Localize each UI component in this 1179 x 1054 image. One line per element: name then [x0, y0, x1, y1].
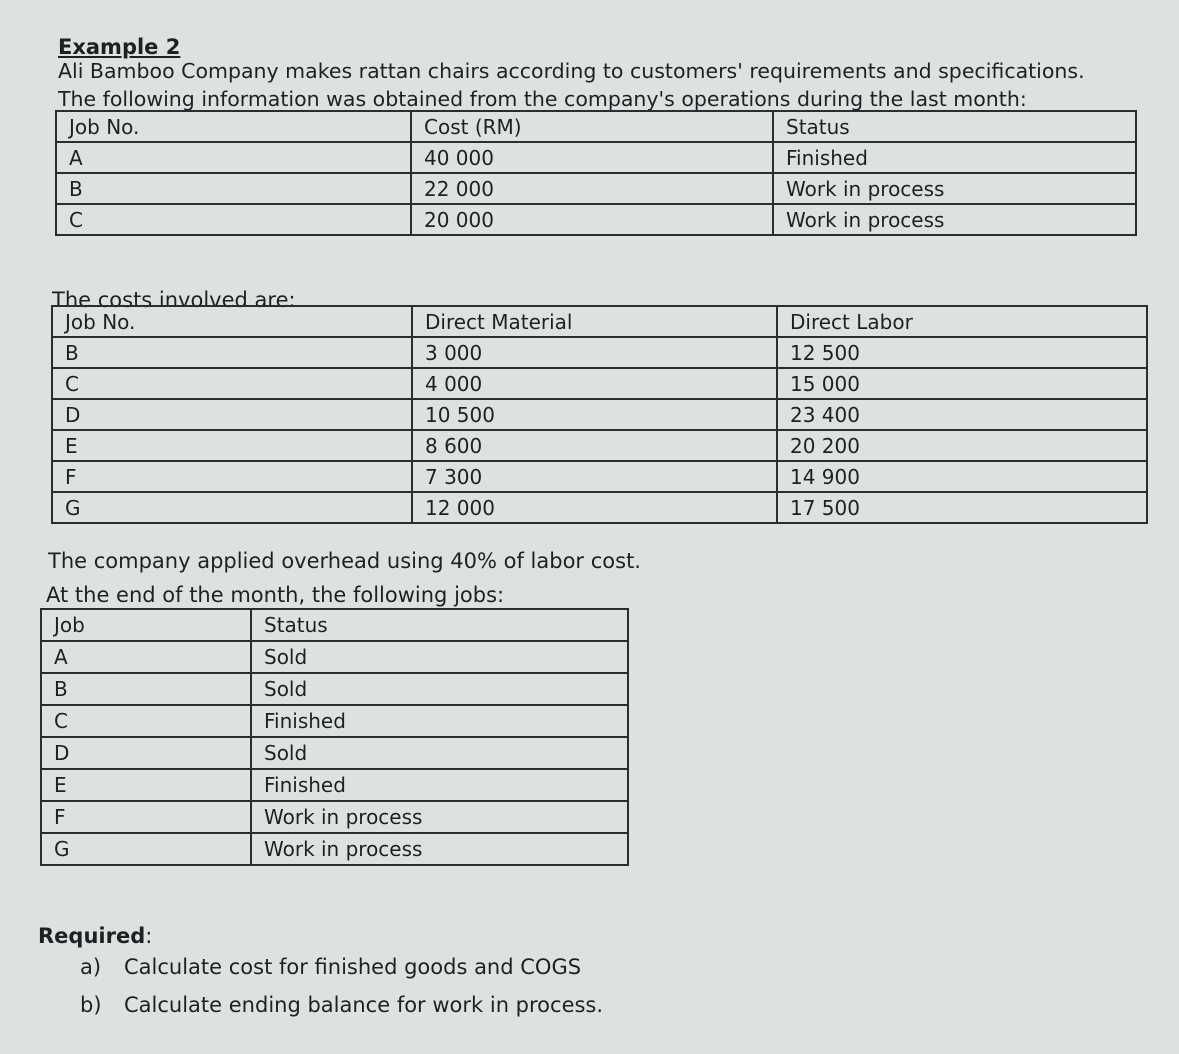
column-header: Direct Material: [412, 306, 777, 337]
table-row: [41, 673, 628, 705]
column-header: Job: [41, 609, 251, 641]
table-row: [41, 705, 628, 737]
table-cell: A: [41, 641, 251, 673]
table-cell: 14 900: [777, 461, 1147, 492]
column-header: Job No.: [52, 306, 412, 337]
table-cell: F: [52, 461, 412, 492]
column-header: Status: [773, 111, 1136, 142]
table-cell: 15 000: [777, 368, 1147, 399]
intro-line-2: The following information was obtained from the company's operations during the last month:: [58, 87, 1027, 111]
table-row: [52, 368, 1147, 399]
table-cell: B: [52, 337, 412, 368]
table-header-row: [56, 111, 1136, 142]
required-label: Required: [38, 924, 146, 948]
table-cell: Sold: [251, 673, 628, 705]
required-item-text: Calculate ending balance for work in process.: [124, 993, 604, 1017]
table-header-row: [52, 306, 1147, 337]
costs-intro: The costs involved are:: [52, 288, 296, 312]
table-cell: E: [52, 430, 412, 461]
table-cell: C: [56, 204, 411, 235]
overhead-line: The company applied overhead using 40% of labor cost.: [48, 549, 641, 573]
table-cell: 22 000: [411, 173, 773, 204]
table-cell: 17 500: [777, 492, 1147, 523]
table-cell: 12 000: [412, 492, 777, 523]
required-colon: :: [145, 924, 153, 948]
table-cell: 4 000: [412, 368, 777, 399]
column-header: Direct Labor: [777, 306, 1147, 337]
table-cell: 3 000: [412, 337, 777, 368]
column-header: Status: [251, 609, 628, 641]
example-heading: Example 2: [58, 35, 181, 59]
table-row: [41, 737, 628, 769]
job-status-table: [40, 608, 629, 866]
table-row: [52, 337, 1147, 368]
table-cell: B: [56, 173, 411, 204]
required-item-a: [80, 955, 581, 979]
table-cell: Finished: [773, 142, 1136, 173]
table-cell: D: [41, 737, 251, 769]
table-row: [41, 769, 628, 801]
table-row: [41, 641, 628, 673]
required-heading: [38, 923, 152, 949]
table-cell: G: [52, 492, 412, 523]
table-row: [56, 173, 1136, 204]
table-cell: Finished: [251, 705, 628, 737]
table-row: [41, 833, 628, 865]
table-cell: Work in process: [773, 173, 1136, 204]
table-cell: 7 300: [412, 461, 777, 492]
table-cell: C: [41, 705, 251, 737]
job-costs-table: [51, 305, 1148, 524]
month-end-line: At the end of the month, the following jobs:: [46, 583, 505, 607]
table-row: [56, 204, 1136, 235]
table-cell: Work in process: [251, 833, 628, 865]
required-item-letter: a): [80, 955, 102, 979]
intro-line-1: Ali Bamboo Company makes rattan chairs according to customers' requirements and specifications.: [58, 59, 1085, 83]
job-cost-status-table: [55, 110, 1137, 236]
table-cell: 20 200: [777, 430, 1147, 461]
required-item-b: [80, 993, 603, 1017]
table-cell: 20 000: [411, 204, 773, 235]
column-header: Cost (RM): [411, 111, 773, 142]
table-cell: G: [41, 833, 251, 865]
table-cell: 23 400: [777, 399, 1147, 430]
table-cell: 12 500: [777, 337, 1147, 368]
table-cell: A: [56, 142, 411, 173]
table-cell: 40 000: [411, 142, 773, 173]
table-cell: C: [52, 368, 412, 399]
table-row: [41, 801, 628, 833]
table-row: [52, 399, 1147, 430]
table-cell: Work in process: [773, 204, 1136, 235]
table-header-row: [41, 609, 628, 641]
table-cell: E: [41, 769, 251, 801]
table-cell: 8 600: [412, 430, 777, 461]
table-row: [52, 492, 1147, 523]
table-cell: 10 500: [412, 399, 777, 430]
column-header: Job No.: [56, 111, 411, 142]
table-cell: Finished: [251, 769, 628, 801]
table-cell: Sold: [251, 737, 628, 769]
table-cell: F: [41, 801, 251, 833]
table-cell: D: [52, 399, 412, 430]
table-cell: B: [41, 673, 251, 705]
table-cell: Sold: [251, 641, 628, 673]
table-row: [52, 461, 1147, 492]
table-row: [56, 142, 1136, 173]
table-row: [52, 430, 1147, 461]
table-cell: Work in process: [251, 801, 628, 833]
required-item-text: Calculate cost for finished goods and COGS: [124, 955, 582, 979]
required-item-letter: b): [80, 993, 102, 1017]
